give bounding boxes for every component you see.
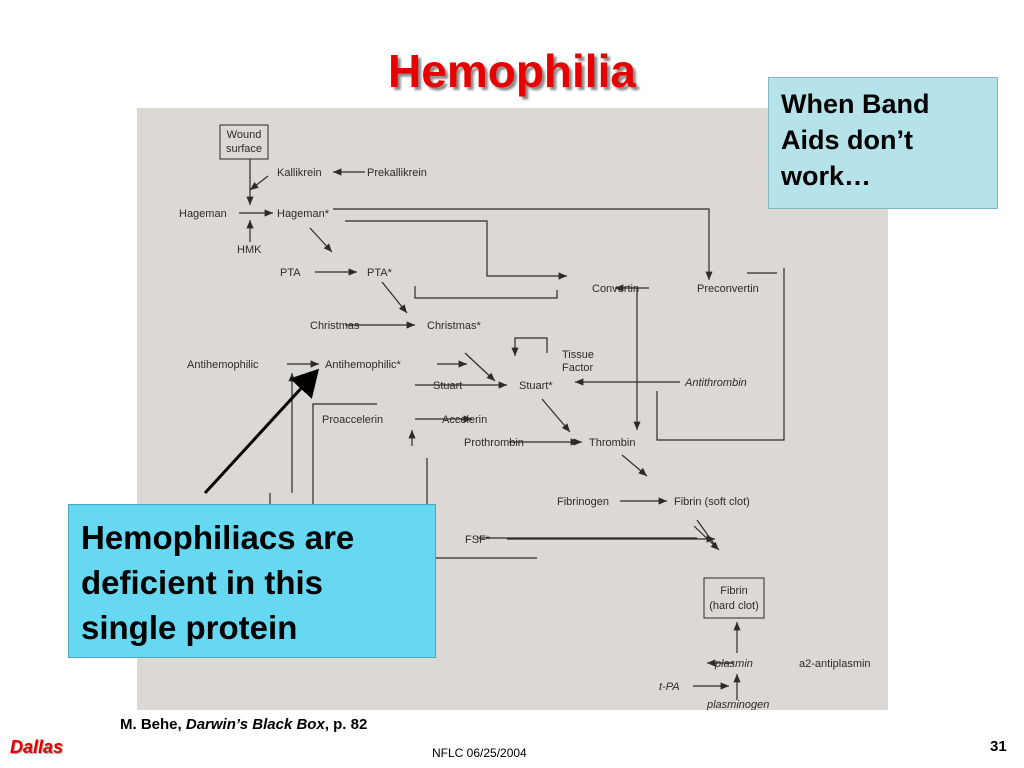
node-pta-activated: PTA* xyxy=(367,267,392,279)
node-convertin: Convertin xyxy=(592,283,640,295)
node-antithrombin: Antithrombin xyxy=(685,377,747,389)
node-preconvertin: Preconvertin xyxy=(697,283,759,295)
citation xyxy=(120,716,367,733)
node-plasmin: plasmin xyxy=(715,658,753,670)
node-antihemophilic-activated: Antihemophilic* xyxy=(325,359,401,371)
node-wound-l2: surface xyxy=(225,143,263,155)
slide-title: Hemophilia xyxy=(388,45,636,97)
node-wound-l1: Wound xyxy=(226,129,262,141)
node-accelerin: Accelerin xyxy=(442,414,488,426)
slide-number: 31 xyxy=(990,738,1007,755)
footer-date: NFLC 06/25/2004 xyxy=(432,746,527,760)
node-tissue-l1: Tissue xyxy=(562,349,594,361)
node-prothrombin: Prothrombin xyxy=(464,437,524,449)
node-hageman: Hageman xyxy=(179,208,227,220)
citation-page: , p. 82 xyxy=(324,716,368,733)
node-hmk: HMK xyxy=(237,244,262,256)
node-kallikrein: Kallikrein xyxy=(277,167,322,179)
node-stuart: Stuart xyxy=(433,380,463,392)
node-fibrin-soft-clot: Fibrin (soft clot) xyxy=(674,496,750,508)
footer-dallas: Dallas xyxy=(10,737,64,757)
node-fibrin-hard-l2: (hard clot) xyxy=(709,600,759,612)
hemophiliacs-callout: Hemophiliacs are deficient in this single protein xyxy=(68,504,436,658)
node-fsf-activated: FSF* xyxy=(465,534,491,546)
citation-book: Darwin’s Black Box xyxy=(185,716,325,733)
node-thrombin: Thrombin xyxy=(589,437,636,449)
node-a2-antiplasmin: a2-antiplasmin xyxy=(799,658,871,670)
node-christmas: Christmas xyxy=(310,320,360,332)
node-pta: PTA xyxy=(280,267,301,279)
node-stuart-activated: Stuart* xyxy=(519,380,553,392)
band-aid-callout: When Band Aids don’t work… xyxy=(768,77,998,209)
node-fibrinogen: Fibrinogen xyxy=(557,496,609,508)
node-plasminogen: plasminogen xyxy=(707,699,770,710)
node-prekallikrein: Prekallikrein xyxy=(367,167,427,179)
fibrin-hard-clot-box xyxy=(704,578,764,618)
node-t-pa: t-PA xyxy=(659,681,680,693)
node-christmas-activated: Christmas* xyxy=(427,320,481,332)
node-antihemophilic: Antihemophilic xyxy=(187,359,259,371)
node-fibrin-hard-l1: Fibrin xyxy=(720,585,748,597)
citation-author: M. Behe, xyxy=(120,716,182,733)
node-tissue-l2: Factor xyxy=(562,362,594,374)
node-hageman-activated: Hageman* xyxy=(277,208,329,220)
node-proaccelerin: Proaccelerin xyxy=(322,414,384,426)
